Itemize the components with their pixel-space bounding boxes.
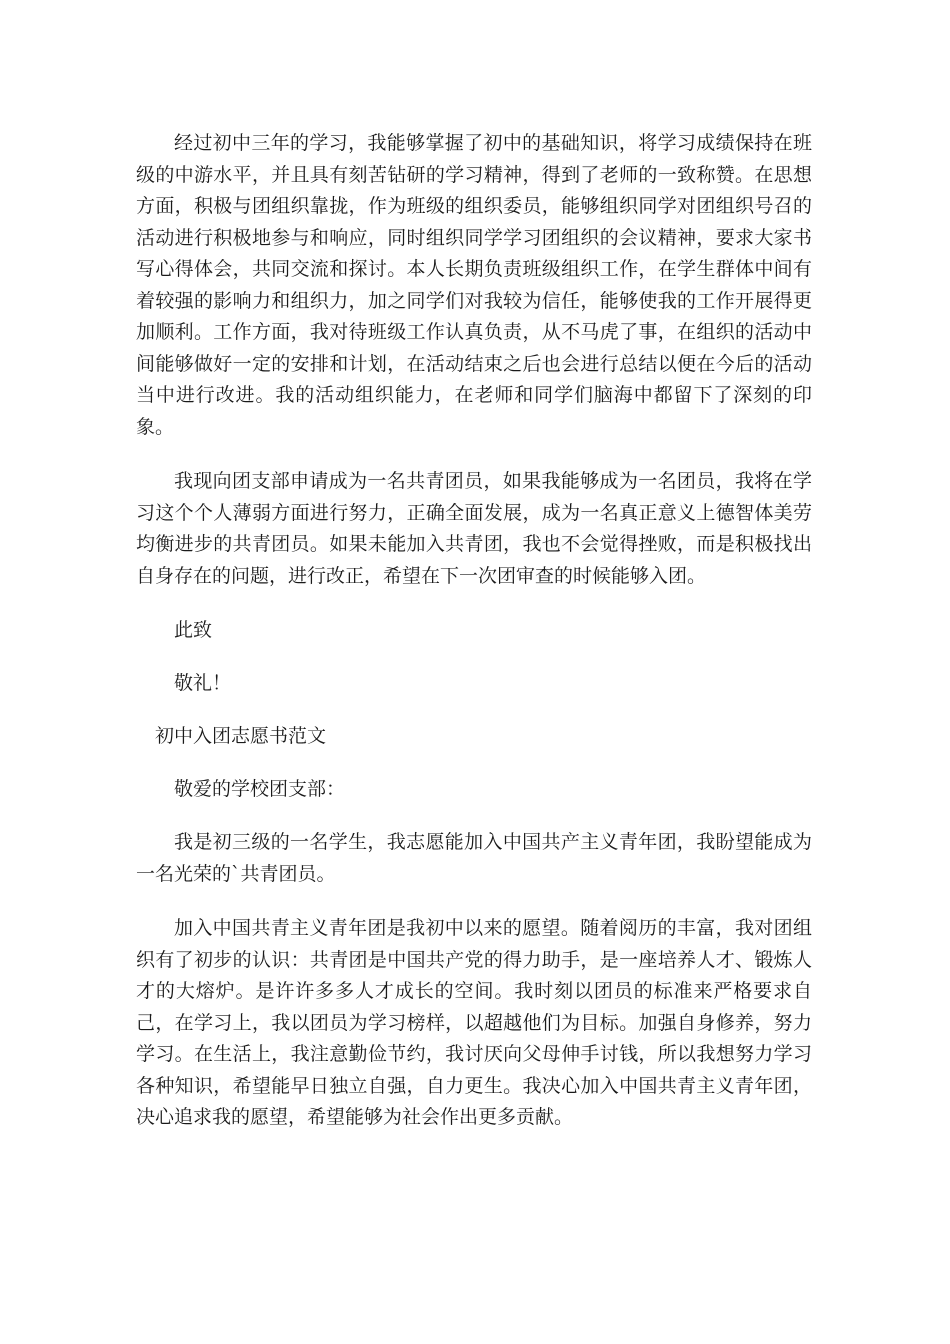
body-paragraph-2: 我现向团支部申请成为一名共青团员，如果我能够成为一名团员，我将在学习这个个人薄弱方面进行努力，正确全面发展，成为一名真正意义上德智体美劳均衡进步的共青团员。如果未能加入共青团，我也不会觉得挫败，而是积极找出自身存在的问题，进行改正，希望在下一次团审查的时候能够入团。: [136, 470, 812, 587]
body-paragraph-1: 经过初中三年的学习，我能够掌握了初中的基础知识，将学习成绩保持在班级的中游水平，并且具有刻苦钻研的学习精神，得到了老师的一致称赞。在思想方面，积极与团组织靠拢，作为班级的组织委员，能够组织同学对团组织号召的活动进行积极地参与和响应，同时组织同学学习团组织的会议精神，要求大家书写心得体会，共同交流和探讨。本人长期负责班级组织工作，在学生群体中间有着较强的影响力和组织力，加之同学们对我较为信任，能够使我的工作开展得更加顺利。工作方面，我对待班级工作认真负责，从不马虎了事，在组织的活动中间能够做好一定的安排和计划，在活动结束之后也会进行总结以便在今后的活动当中进行改进。我的活动组织能力，在老师和同学们脑海中都留下了深刻的印象。: [136, 132, 812, 438]
document-body: [136, 128, 812, 1157]
salutation: 敬爱的学校团支部：: [174, 778, 346, 800]
section-title: 初中入团志愿书范文: [155, 725, 327, 747]
closing-line-1: 此致: [174, 619, 213, 641]
body-paragraph-4: 加入中国共青主义青年团是我初中以来的愿望。随着阅历的丰富，我对团组织有了初步的认识：共青团是中国共产党的得力助手，是一座培养人才、锻炼人才的大熔炉。是许许多多人才成长的空间。我时刻以团员的标准来严格要求自己，在学习上，我以团员为学习榜样，以超越他们为目标。加强自身修养，努力学习。在生活上，我注意勤俭节约，我讨厌向父母伸手讨钱，所以我想努力学习各种知识，希望能早日独立自强，自力更生。我决心加入中国共青主义青年团，决心追求我的愿望，希望能够为社会作出更多贡献。: [136, 917, 812, 1128]
body-paragraph-3: 我是初三级的一名学生，我志愿能加入中国共产主义青年团，我盼望能成为一名光荣的`共青团员。: [136, 831, 812, 885]
closing-line-2: 敬礼！: [174, 672, 232, 694]
